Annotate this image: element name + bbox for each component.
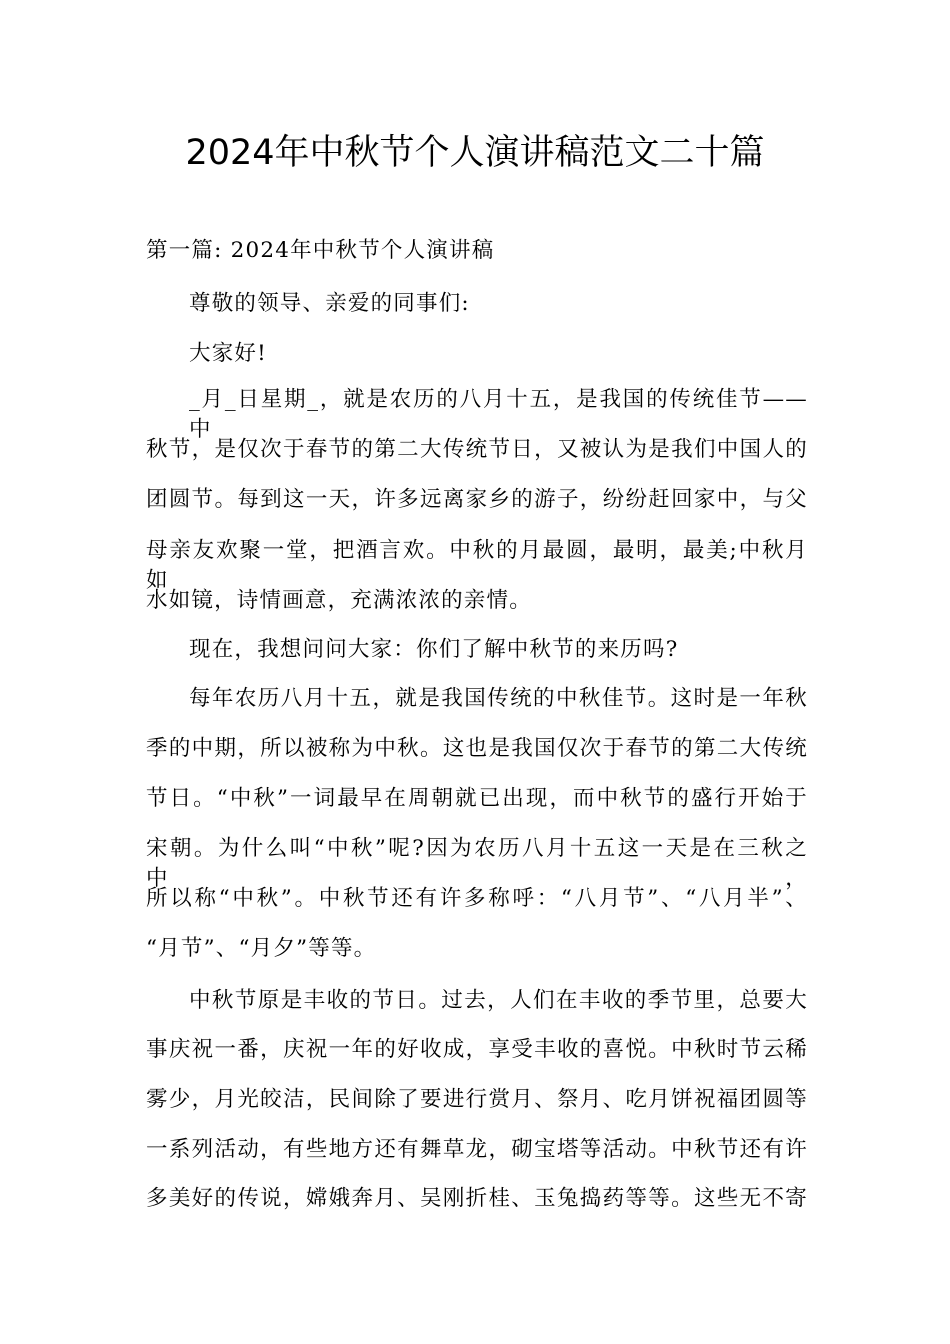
paragraph-line: 一系列活动，有些地方还有舞草龙，砌宝塔等活动。中秋节还有许 [146, 1137, 808, 1162]
paragraph-line: 中秋节原是丰收的节日。过去，人们在丰收的季节里，总要大 [189, 988, 808, 1013]
paragraph-line: 多美好的传说，嫦娥奔月、吴刚折桂、玉兔捣药等等。这些无不寄 [146, 1186, 808, 1211]
paragraph-line: 每年农历八月十五，就是我国传统的中秋佳节。这时是一年秋 [189, 686, 808, 711]
paragraph-line: 季的中期，所以被称为中秋。这也是我国仅次于春节的第二大传统 [146, 736, 808, 761]
salutation-line: 尊敬的领导、亲爱的同事们: [189, 291, 470, 316]
paragraph-line: “月节”、“月夕”等等。 [146, 936, 377, 961]
paragraph-line: 水如镜，诗情画意，充满浓浓的亲情。 [146, 588, 532, 613]
paragraph-line: 团圆节。每到这一天，许多远离家乡的游子，纷纷赶回家中，与父 [146, 487, 808, 512]
greeting-line: 大家好! [189, 341, 267, 366]
paragraph-line: 所以称“中秋”。中秋节还有许多称呼：“八月节”、“八月半”、 [146, 886, 808, 911]
paragraph-line: _月_日星期_，就是农历的八月十五，是我国的传统佳节——中 [189, 387, 808, 442]
paragraph-line: 雾少，月光皎洁，民间除了要进行赏月、祭月、吃月饼祝福团圆等 [146, 1087, 808, 1112]
paragraph-line: 节日。“中秋”一词最早在周朝就已出现，而中秋节的盛行开始于 [146, 786, 808, 811]
paragraph-line: 秋节，是仅次于春节的第二大传统节日，又被认为是我们中国人的 [146, 437, 808, 462]
section-heading: 第一篇: 2024年中秋节个人演讲稿 [146, 238, 495, 263]
paragraph-line: 母亲友欢聚一堂，把酒言欢。中秋的月最圆，最明，最美;中秋月如 [146, 538, 808, 593]
document-title: 2024年中秋节个人演讲稿范文二十篇 [185, 133, 765, 173]
paragraph-line: 现在，我想问问大家：你们了解中秋节的来历吗? [189, 637, 679, 662]
paragraph-line: 宋朝。为什么叫“中秋”呢?因为农历八月十五这一天是在三秋之中， [146, 836, 808, 891]
paragraph-line: 事庆祝一番，庆祝一年的好收成，享受丰收的喜悦。中秋时节云稀 [146, 1037, 808, 1062]
